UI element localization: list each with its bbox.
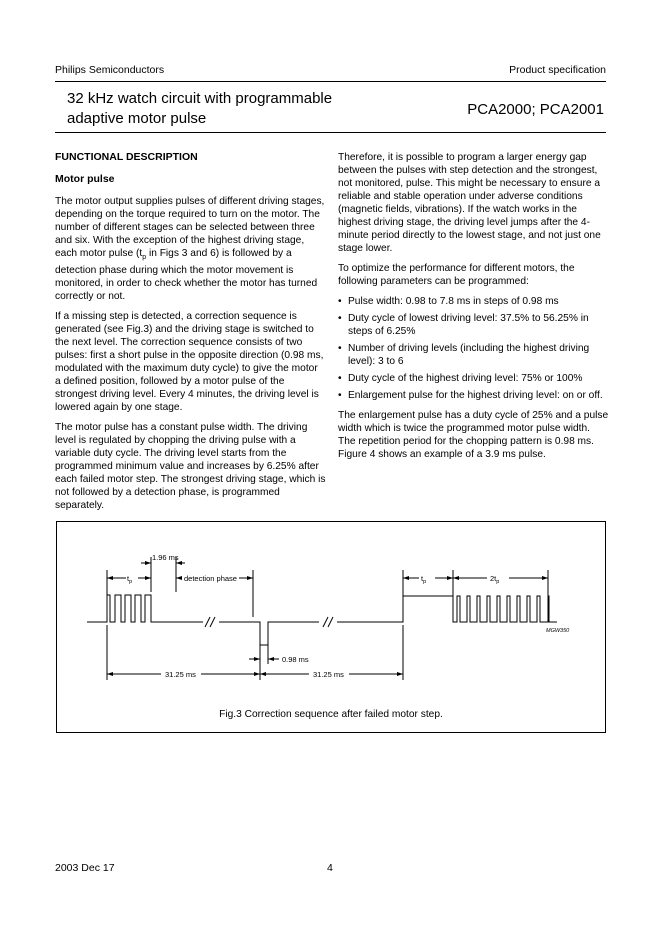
arrowhead xyxy=(268,657,274,661)
arrowhead xyxy=(247,576,253,580)
header-company: Philips Semiconductors xyxy=(55,64,165,76)
arrowhead xyxy=(145,576,151,580)
arrowhead xyxy=(453,576,459,580)
motor-pulse-waveform xyxy=(87,595,203,622)
title-line-2: adaptive motor pulse xyxy=(67,110,207,127)
right-column xyxy=(338,151,610,468)
arrowhead xyxy=(254,672,260,676)
paragraph-missing-step: If a missing step is detected, a correction sequence is generated (see Fig.3) and the driving stage is switched to the next level. The correction sequence consists of two pulses: first a short pulse in the opposite direction (0.98 ms, modulated with the maximum duty cycle) to give the motor a defined position, followed by a motor pulse of the strongest driving level. Every 4 minutes, the driving level is lowered again by one stage. xyxy=(55,311,324,414)
arrowhead xyxy=(542,576,548,580)
header-doc-type: Product specification xyxy=(509,64,606,76)
paragraph-motor-output-sub: p xyxy=(142,254,147,262)
timing-diagram xyxy=(57,522,605,732)
page-number: 4 xyxy=(327,862,333,874)
part-number: PCA2000; PCA2001 xyxy=(467,101,604,118)
paragraph-motor-output-b: in Figs 3 and 6) is followed by a detection phase during which the motor movement is monitored, in order to check whether the motor has turned correctly or not. xyxy=(55,248,318,303)
label-tp: $t_p$ xyxy=(127,574,133,585)
paragraph-optimize: To optimize the performance for different motors, the following parameters can be programmed: xyxy=(338,263,575,287)
strong-pulse-waveform xyxy=(337,596,455,622)
break-mark xyxy=(205,617,210,627)
list-item: • Enlargement pulse for the highest driving level: on or off. xyxy=(338,389,610,402)
break-mark xyxy=(210,617,215,627)
header-rule xyxy=(55,81,606,82)
figure-code: MGW350 xyxy=(546,628,570,634)
arrowhead xyxy=(260,672,266,676)
paragraph-pulse-width: The motor pulse has a constant pulse width. The driving level is regulated by chopping the driving pulse with a variable duty cycle. The driving level starts from the programmed minimum value and increases by 6.25% after each failed motor step. The strongest driving stage, which is not followed by a detection phase, is programmed separately. xyxy=(55,422,326,512)
list-item: • Duty cycle of lowest driving level: 37.5% to 56.25% in steps of 6.25% xyxy=(338,312,610,338)
label-detection-phase: detection phase xyxy=(184,574,237,583)
list-item: • Number of driving levels (including the highest driving level): 3 to 6 xyxy=(338,342,610,368)
paragraph-motor-output xyxy=(55,195,326,303)
arrowhead xyxy=(107,576,113,580)
footer-date: 2003 Dec 17 xyxy=(55,862,115,874)
label-1-96-ms: 1.96 ms xyxy=(152,553,179,562)
arrowhead xyxy=(254,657,260,661)
section-heading: FUNCTIONAL DESCRIPTION xyxy=(55,151,198,163)
paragraph-motor-output-a: The motor output supplies pulses of different driving stages, depending on the torque required to turn on the motor. The number of different stages can be selected between three and six. With the exception of the highest driving stage, each motor pulse (t xyxy=(55,196,325,259)
arrowhead xyxy=(403,576,409,580)
left-column xyxy=(55,151,326,519)
title-line-1: 32 kHz watch circuit with programmable xyxy=(67,90,333,107)
label-2tp: $2t_p$ xyxy=(490,574,500,585)
arrowhead xyxy=(447,576,453,580)
label-tp-right: $t_p$ xyxy=(421,574,427,585)
parameter-list xyxy=(338,295,610,402)
arrowhead xyxy=(176,576,182,580)
subsection-heading: Motor pulse xyxy=(55,173,115,185)
label-31-25-ms-right: 31.25 ms xyxy=(313,670,344,679)
correction-pulse-waveform xyxy=(219,622,319,645)
label-31-25-ms-left: 31.25 ms xyxy=(165,670,196,679)
page-title xyxy=(67,89,332,129)
paragraph-energy-gap: Therefore, it is possible to program a larger energy gap between the pulses with step detection and the strongest, not monitored, pulse. This might be necessary to ensure a reliable and stable operation under adverse conditions (magnetic fields, vibrations). If the watch works in the highest driving stage, the driving level jumps after the 4-minute period directly to the lowest stage, and not just one stage lower. xyxy=(338,152,601,254)
arrowhead xyxy=(107,672,113,676)
list-item: • Pulse width: 0.98 to 7.8 ms in steps of 0.98 ms xyxy=(338,295,610,308)
list-item: • Duty cycle of the highest driving level: 75% or 100% xyxy=(338,372,610,385)
title-rule xyxy=(55,132,606,133)
arrowhead xyxy=(145,561,151,565)
figure-box xyxy=(56,521,606,733)
label-0-98-ms: 0.98 ms xyxy=(282,655,309,664)
paragraph-enlargement: The enlargement pulse has a duty cycle of 25% and a pulse width which is twice the programmed motor pulse width. The repetition period for the chopping pattern is 0.98 ms. Figure 4 shows an example of a 3.9 ms pulse. xyxy=(338,410,609,460)
break-mark xyxy=(328,617,333,627)
arrowhead xyxy=(397,672,403,676)
break-mark xyxy=(323,617,328,627)
enlargement-pulse-waveform xyxy=(455,596,557,622)
figure-caption: Fig.3 Correction sequence after failed motor step. xyxy=(219,709,443,720)
